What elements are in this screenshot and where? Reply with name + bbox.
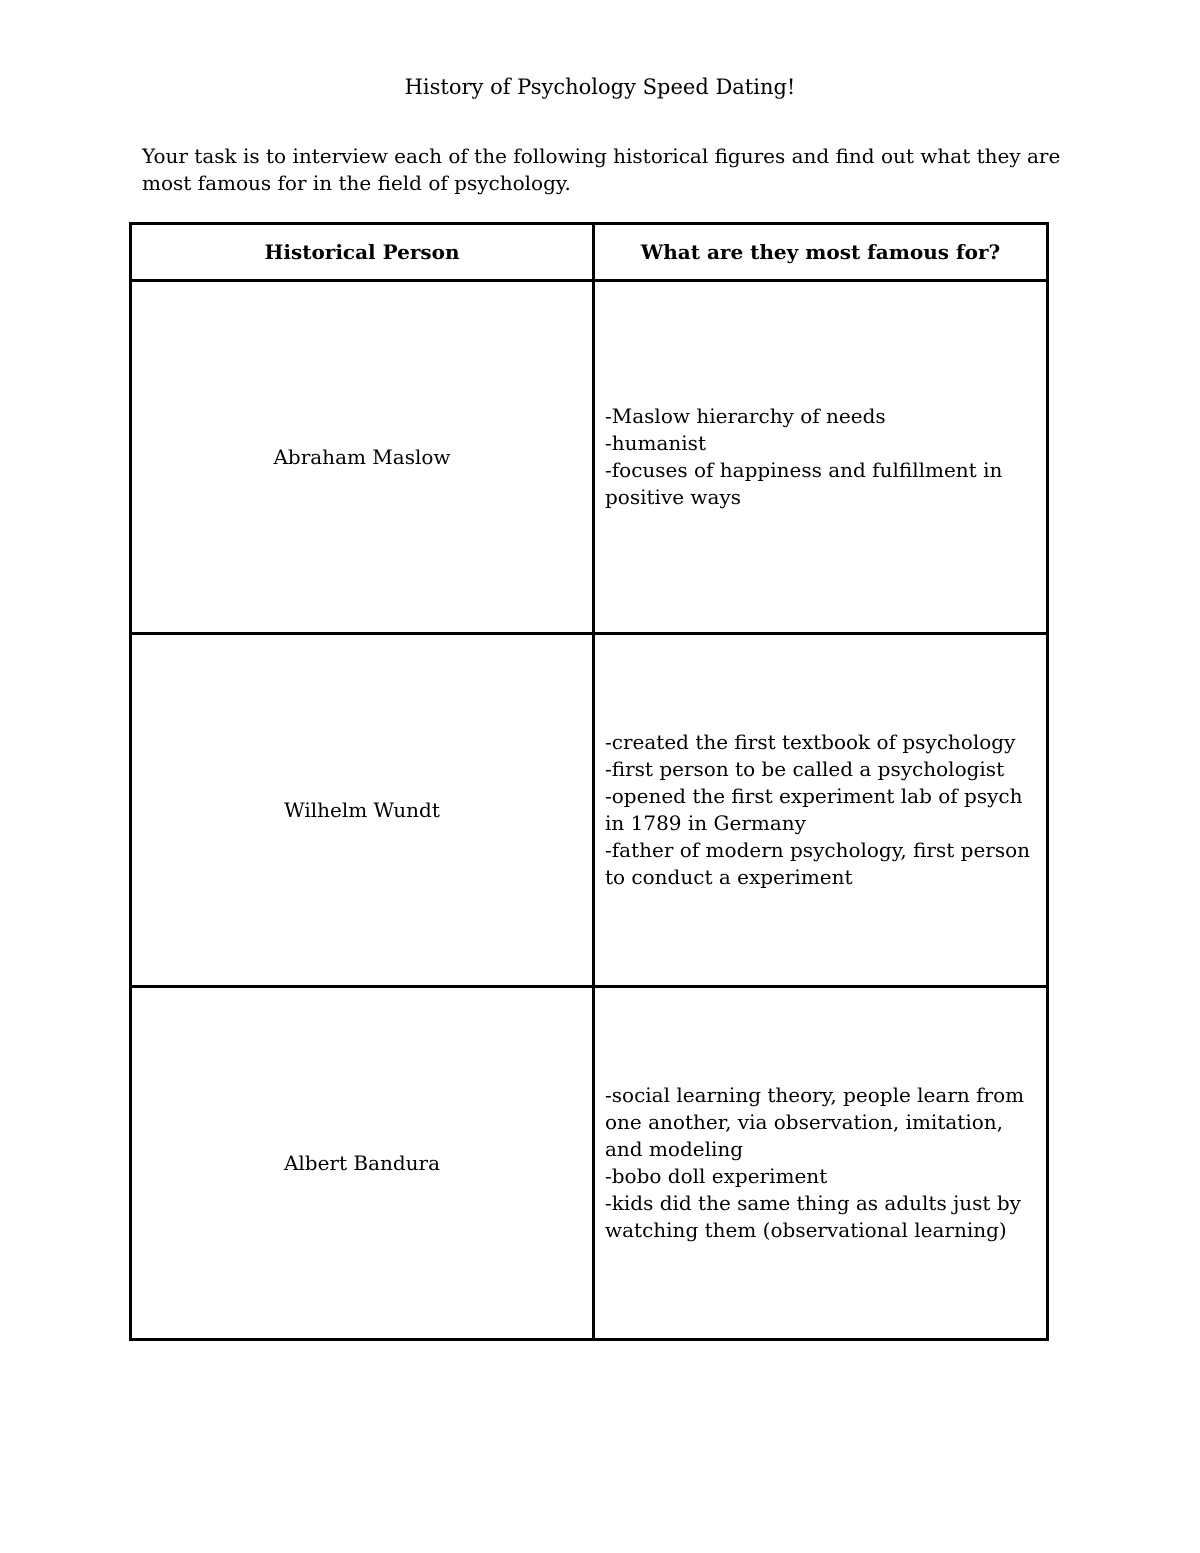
table-row <box>131 281 1048 634</box>
header-most-famous-for: What are they most famous for? <box>594 224 1048 281</box>
table-row <box>131 634 1048 987</box>
speed-dating-table <box>129 222 1049 1341</box>
fame-note-line: -opened the first experiment lab of psych in 1789 in Germany <box>605 784 1023 835</box>
fame-note-line: -created the first textbook of psychology <box>605 730 1016 754</box>
table-header-row <box>131 224 1048 281</box>
person-name-cell: Albert Bandura <box>131 987 594 1340</box>
instructions-text: Your task is to interview each of the following historical figures and find out what they are most famous for in the field of psychology. <box>142 144 1061 195</box>
fame-note-line: -Maslow hierarchy of needs <box>605 404 886 428</box>
fame-note-line: -first person to be called a psychologist <box>605 757 1005 781</box>
person-name-cell: Abraham Maslow <box>131 281 594 634</box>
fame-note-line: -social learning theory, people learn from one another, via observation, imitation, and modeling <box>605 1083 1025 1161</box>
fame-note-line: -humanist <box>605 431 706 455</box>
fame-note-line: -focuses of happiness and fulfillment in positive ways <box>605 458 1003 509</box>
page-title: History of Psychology Speed Dating! <box>404 75 796 99</box>
fame-notes-cell <box>594 281 1048 634</box>
fame-note-line: -bobo doll experiment <box>605 1164 828 1188</box>
person-name-cell: Wilhelm Wundt <box>131 634 594 987</box>
fame-notes-cell <box>594 634 1048 987</box>
header-historical-person: Historical Person <box>131 224 594 281</box>
table-row <box>131 987 1048 1340</box>
fame-note-line: -father of modern psychology, first person to conduct a experiment <box>605 838 1031 889</box>
fame-note-line: -kids did the same thing as adults just by watching them (observational learning) <box>605 1191 1021 1242</box>
fame-notes-cell <box>594 987 1048 1340</box>
